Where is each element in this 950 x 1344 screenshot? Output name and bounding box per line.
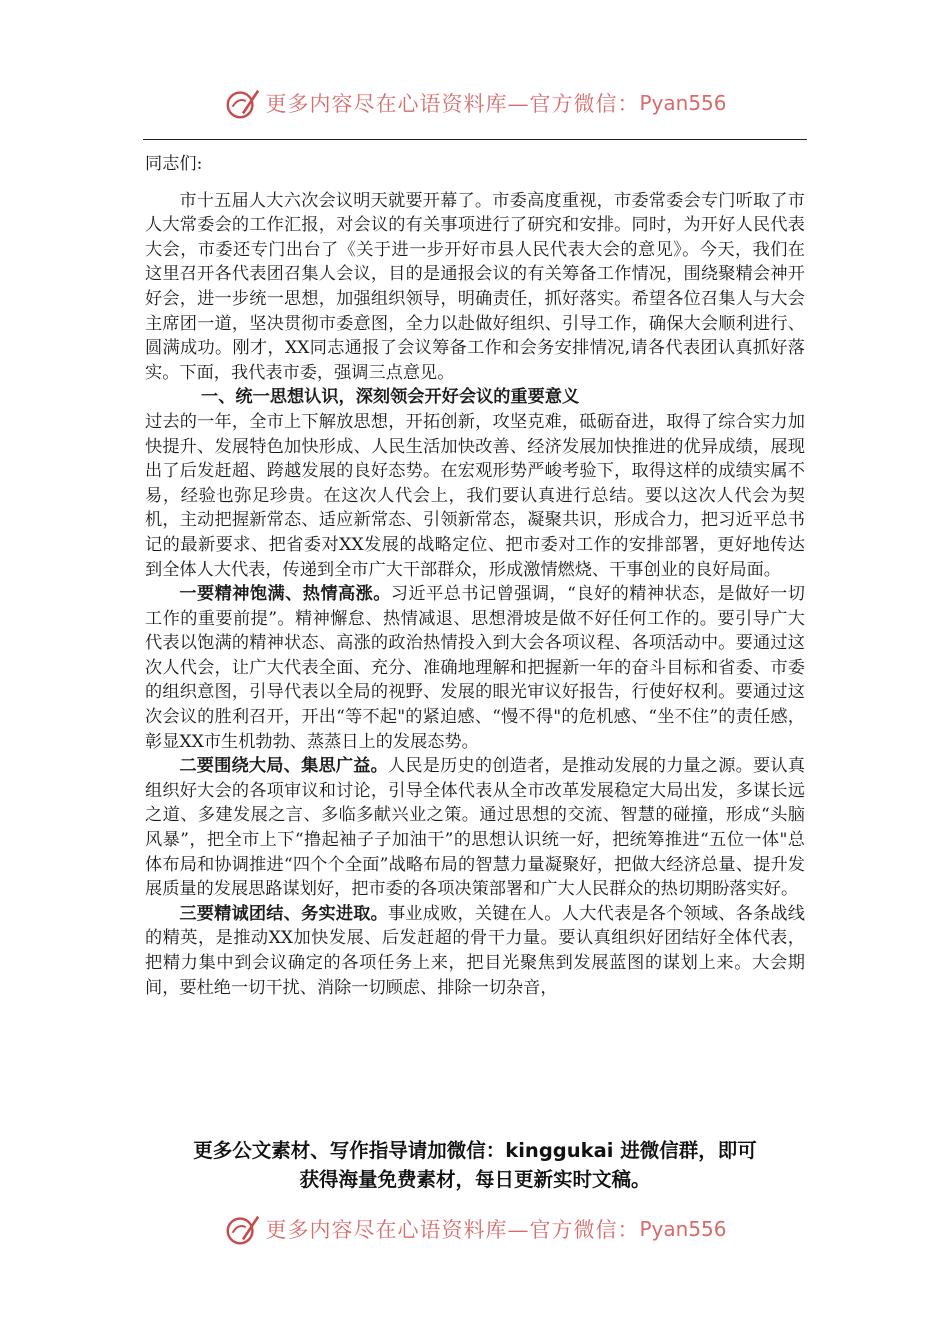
intro-paragraph: 市十五届人大六次会议明天就要开幕了。市委高度重视，市委常委会专门听取了市人大常委会的工作汇报，对会议的有关事项进行了研究和安排。同时，为开好人民代表大会，市委还专门出台了《关于进一步开好市县人民代表大会的意见》。今天，我们在这里召开各代表团召集人会议，目的是通报会议的有关筹备工作情况，围绕聚精会神开好会，进一步统一思想，加强组织领导，明确责任，抓好落实。希望各位召集人与大会主席团一道，坚决贯彻市委意图，全力以赴做好组织、引导工作，确保大会顺利进行、圆满成功。刚才，XX同志通报了会议筹备工作和会务安排情况,请各代表团认真抓好落实。下面，我代表市委，强调三点意见。	[145, 190, 805, 383]
header-divider	[143, 139, 807, 140]
promo-banner	[120, 1136, 830, 1194]
section1-paragraph: 过去的一年，全市上下解放思想，开拓创新，攻坚克难，砥砺奋进，取得了综合实力加快提升、发展特色加快形成、人民生活加快改善、经济发展加快推进的优异成绩，展现出了后发赶超、跨越发展的良好态势。在宏观形势严峻考验下，取得这样的成绩实属不易，经验也弥足珍贵。在这次人代会上，我们要认真进行总结。要以这次人代会为契机，主动把握新常态、适应新常态、引领新常态，凝聚共识，形成合力，把习近平总书记的最新要求、把省委对XX发展的战略定位、把市委对工作的安排部署，更好地传达到全体人大代表，传递到全市广大干部群众，形成激情燃烧、干事创业的良好局面。	[145, 411, 805, 580]
promo-line-1: 更多公文素材、写作指导请加微信：kinggukai 进微信群，即可	[193, 1139, 757, 1162]
pen-logo-icon	[223, 1210, 261, 1248]
header-watermark	[0, 80, 950, 126]
pen-logo-icon	[223, 84, 261, 122]
footer-watermark	[0, 1206, 950, 1252]
watermark-text: 更多内容尽在心语资料库—官方微信：	[265, 92, 640, 116]
watermark-wechat-id: Pyan556	[639, 91, 727, 115]
point1-body: 习近平总书记曾强调，“良好的精神状态，是做好一切工作的重要前提”。精神懈怠、热情减退、思想滑坡是做不好任何工作的。要引导广大代表以饱满的精神状态、高涨的政治热情投入到大会各项议程、各项活动中。要通过这次人代会，让广大代表全面、充分、准确地理解和把握新一年的奋斗目标和省委、市委的组织意图，引导代表以全局的视野、发展的眼光审议好报告，行使好权利。要通过这次会议的胜利召开，开出“等不起"的紧迫感、“慢不得"的危机感、“坐不住”的责任感，彰显XX市生机勃勃、蒸蒸日上的发展态势。	[145, 584, 805, 752]
point3-lead: 三要精诚团结、务实进取。	[179, 903, 388, 924]
point2-paragraph	[145, 754, 805, 902]
point3-paragraph	[145, 902, 805, 1000]
section-heading-1: 一、统一思想认识，深刻领会开好会议的重要意义	[201, 387, 580, 408]
watermark-wechat-id: Pyan556	[639, 1217, 727, 1241]
promo-line-2: 获得海量免费素材，每日更新实时文稿。	[299, 1168, 651, 1191]
salutation: 同志们:	[145, 154, 203, 174]
point1-lead: 一要精神饱满、热情高涨。	[179, 584, 391, 605]
point2-body: 人民是历史的创造者，是推动发展的力量之源。要认真组织好大会的各项审议和讨论，引导全体代表从全市改革发展稳定大局出发，多谋长远之道、多建发展之言、多临多献兴业之策。通过思想的交流、智慧的碰撞，形成“头脑风暴”，把全市上下“撸起袖子子加油干”的思想认识统一好，把统筹推进“五位一体"总体布局和协调推进“四个个全面”战略布局的智慧力量凝聚好，把做大经济总量、提升发展质量的发展思路谋划好，把市委的各项决策部署和广大人民群众的热切期盼落实好。	[145, 756, 805, 900]
watermark-text: 更多内容尽在心语资料库—官方微信：	[265, 1218, 640, 1242]
document-body	[145, 152, 805, 1000]
point1-paragraph	[145, 582, 805, 754]
point3-body: 事业成败，关键在人。人大代表是各个领域、各条战线的精英，是推动XX加快发展、后发赶超的骨干力量。要认真组织好团结好全体代表，把精力集中到会议确定的各项任务上来，把目光聚焦到发展蓝图的谋划上来。大会期间，要杜绝一切干扰、消除一切顾虑、排除一切杂音，	[145, 903, 805, 998]
point2-lead: 二要围绕大局、集思广益。	[179, 756, 388, 777]
